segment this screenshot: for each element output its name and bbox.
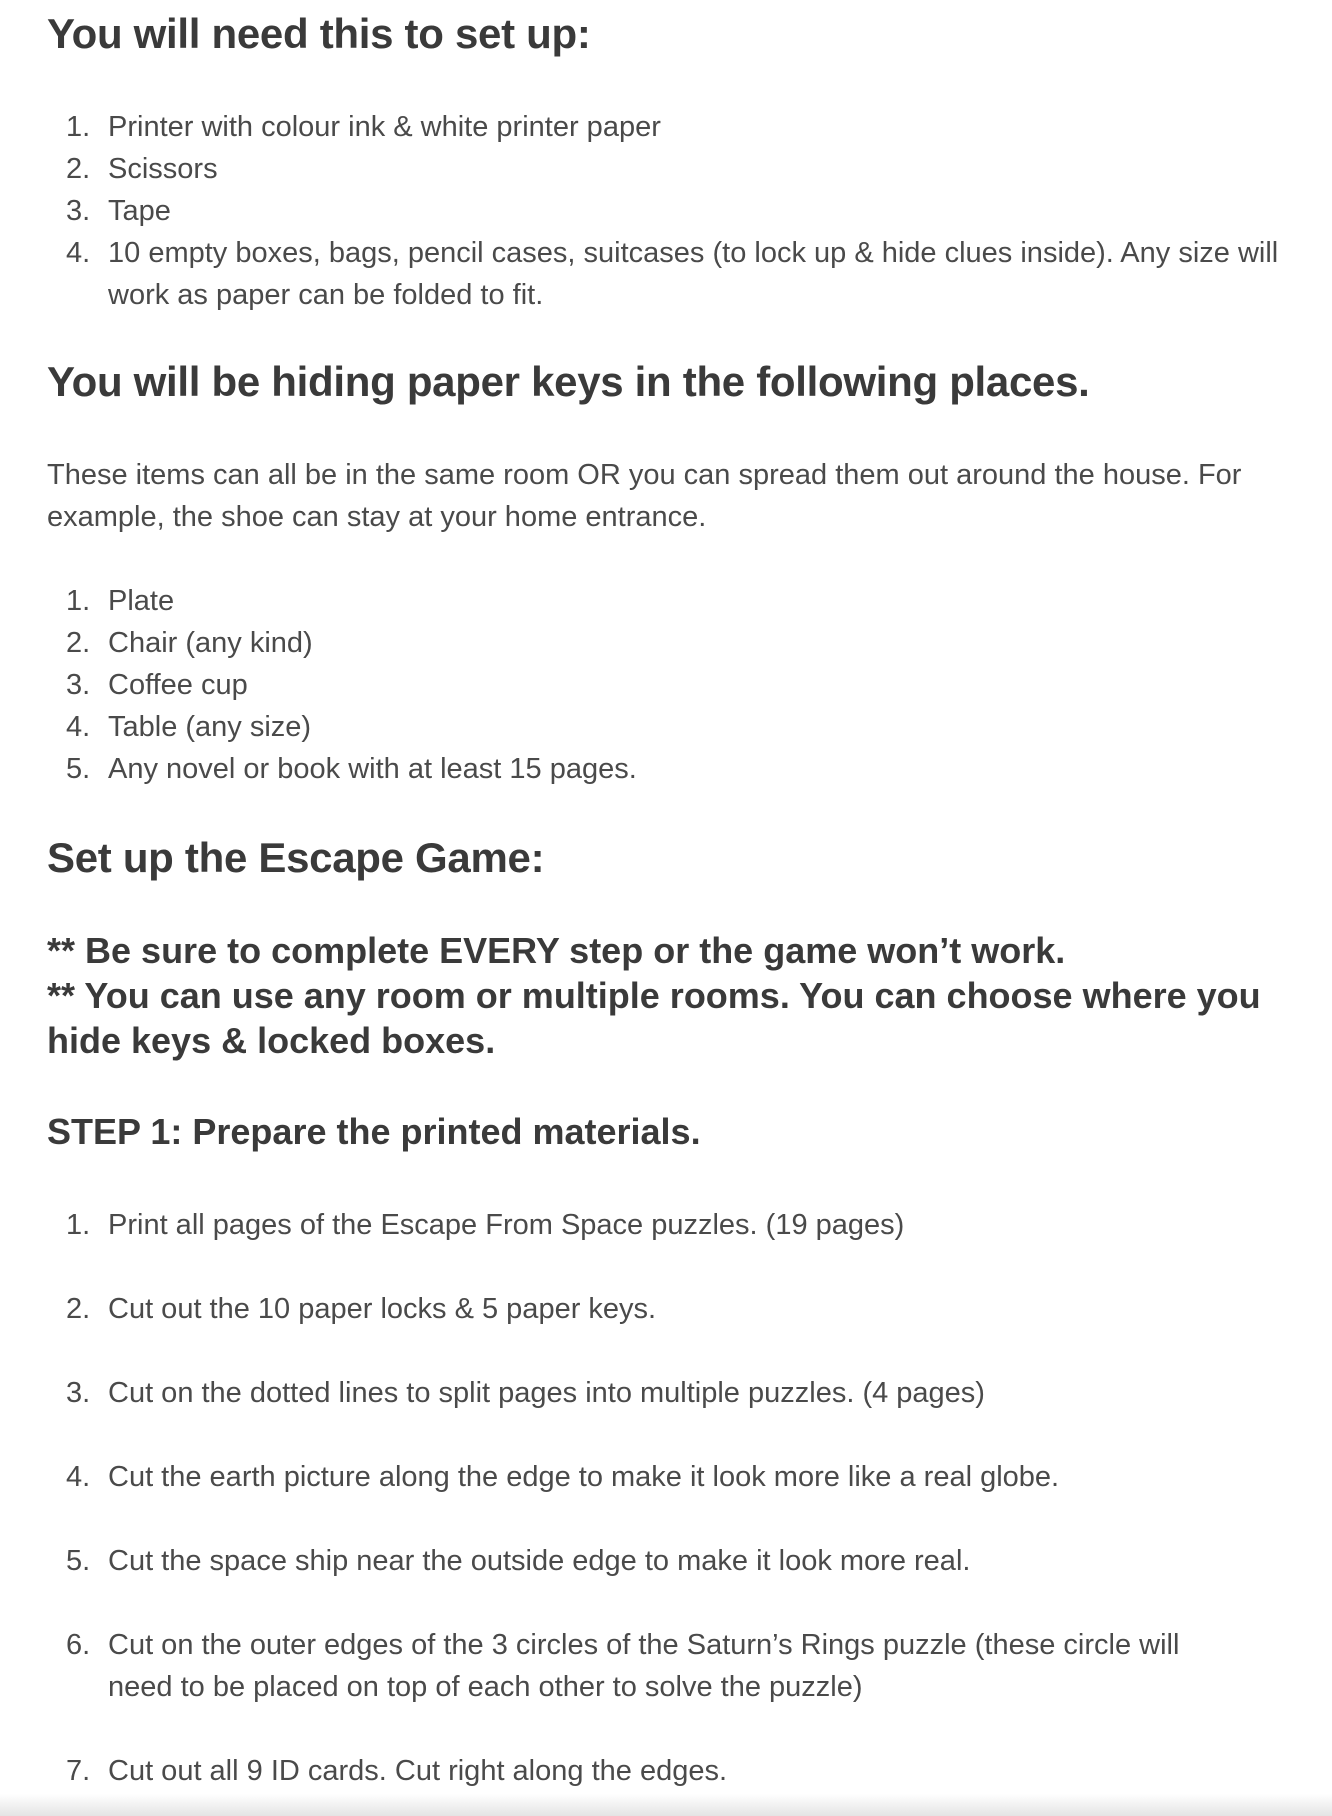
bottom-edge-shadow <box>0 1794 1332 1816</box>
step1-heading: STEP 1: Prepare the printed materials. <box>47 1111 701 1152</box>
list-item: 6. Cut on the outer edges of the 3 circles of the Saturn’s Rings puzzle (these circle will need to be placed on top of each other to solve the puzzle) <box>66 1629 1180 1703</box>
list-item: 7. Cut out all 9 ID cards. Cut right along the edges. <box>66 1755 728 1787</box>
setup-needs-list <box>0 106 1332 316</box>
list-item: 2. Cut out the 10 paper locks & 5 paper keys. <box>66 1293 657 1325</box>
hiding-places-heading: You will be hiding paper keys in the following places. <box>47 358 1090 405</box>
list-item: 1. Print all pages of the Escape From Space puzzles. (19 pages) <box>66 1209 905 1241</box>
list-item: 4. 10 empty boxes, bags, pencil cases, suitcases (to lock up & hide clues inside). Any size will work as paper can be folded to fit. <box>66 237 1279 311</box>
step1-list <box>0 1204 1332 1792</box>
list-item: 2. Scissors <box>66 153 218 185</box>
setup-game-heading: Set up the Escape Game: <box>47 834 545 881</box>
setup-needs-heading: You will need this to set up: <box>47 10 591 57</box>
hiding-places-intro: These items can all be in the same room OR you can spread them out around the house. For example, the shoe can stay at your home entrance. <box>47 459 1242 533</box>
list-item: 4. Table (any size) <box>66 711 312 743</box>
list-item: 3. Coffee cup <box>66 669 248 701</box>
list-item: 2. Chair (any kind) <box>66 627 313 659</box>
list-item: 5. Any novel or book with at least 15 pages. <box>66 753 637 785</box>
rooms-note: ** You can use any room or multiple rooms. You can choose where you hide keys & locked boxes. <box>47 975 1261 1061</box>
list-item: 3. Tape <box>66 195 171 227</box>
hiding-places-list <box>0 580 1332 790</box>
warning-note: ** Be sure to complete EVERY step or the game won’t work. <box>47 930 1066 971</box>
list-item: 1. Printer with colour ink & white printer paper <box>66 111 661 143</box>
list-item: 5. Cut the space ship near the outside edge to make it look more real. <box>66 1545 971 1577</box>
list-item: 1. Plate <box>66 585 175 617</box>
list-item: 4. Cut the earth picture along the edge to make it look more like a real globe. <box>66 1461 1060 1493</box>
list-item: 3. Cut on the dotted lines to split pages into multiple puzzles. (4 pages) <box>66 1377 985 1409</box>
